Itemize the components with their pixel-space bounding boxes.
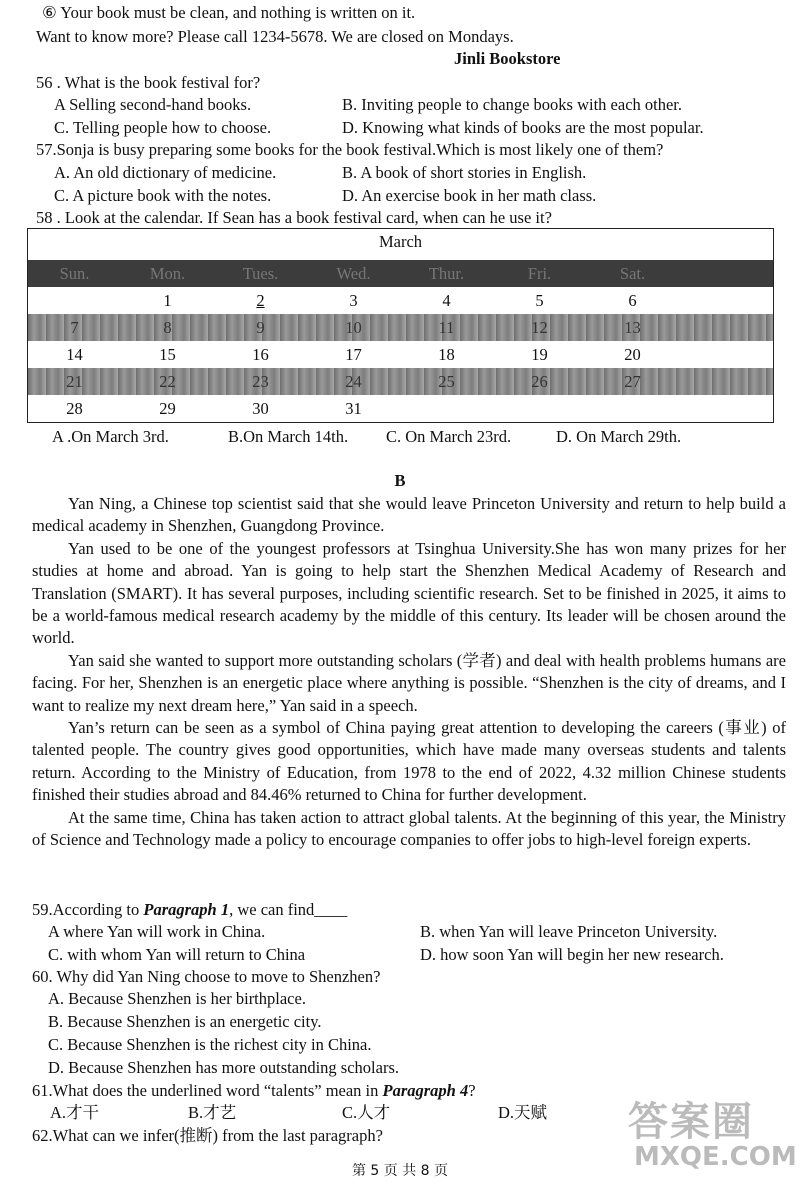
march-calendar xyxy=(27,228,774,423)
date-cell: 30 xyxy=(252,399,269,418)
weekday-cell: Thur. xyxy=(428,264,465,283)
q61-option-b: B.才艺 xyxy=(188,1103,237,1122)
date-cell: 18 xyxy=(438,345,455,364)
weekday-cell: Wed. xyxy=(336,264,371,283)
contact-line: Want to know more? Please call 1234-5678. We are closed on Mondays. xyxy=(36,27,514,46)
date-cell: 24 xyxy=(345,372,362,391)
calendar-week-row xyxy=(28,368,773,395)
date-cell: 31 xyxy=(345,399,362,418)
date-cell: 6 xyxy=(628,291,637,310)
q59-option-c: C. with whom Yan will return to China xyxy=(48,945,306,964)
watermark-logo-text: 答案圈 xyxy=(628,1099,754,1145)
q58-stem: 58 . Look at the calendar. If Sean has a book festival card, when can he use it? xyxy=(36,208,552,227)
q58-option-b: B.On March 14th. xyxy=(228,427,349,446)
q57-option-a: A. An old dictionary of medicine. xyxy=(54,163,277,182)
weekday-cell: Sat. xyxy=(619,264,646,283)
date-cell: 9 xyxy=(256,318,265,337)
q58-option-c: C. On March 23rd. xyxy=(386,427,512,446)
q57-option-d: D. An exercise book in her math class. xyxy=(342,186,597,205)
q61-option-d: D.天赋 xyxy=(498,1103,548,1122)
q62-stem: 62.What can we infer(推断) from the last paragraph? xyxy=(32,1126,383,1145)
q59-stem xyxy=(32,899,347,921)
date-cell: 28 xyxy=(66,399,83,418)
q60-stem: 60. Why did Yan Ning choose to move to Shenzhen? xyxy=(32,967,381,986)
q60-option-b: B. Because Shenzhen is an energetic city. xyxy=(48,1012,322,1031)
calendar-week-row xyxy=(28,314,773,341)
q61-stem xyxy=(32,1080,476,1102)
calendar-title: March xyxy=(378,232,423,251)
date-cell: 26 xyxy=(531,372,548,391)
date-cell: 27 xyxy=(624,372,641,391)
passage-b-paragraph-5: At the same time, China has taken action to attract global talents. At the beginning of this year, the Ministry of Science and Technology made a policy to encourage companies to offer jobs to high-level foreign experts. xyxy=(32,807,786,850)
q58-option-d: D. On March 29th. xyxy=(556,427,682,446)
date-cell: 21 xyxy=(66,372,83,391)
date-cell: 2 xyxy=(256,291,265,310)
date-cell: 10 xyxy=(345,318,362,337)
q61-stem-end: ? xyxy=(468,1081,476,1100)
q59-stem-start: 59.According to xyxy=(32,900,144,919)
calendar-week-row xyxy=(28,287,773,314)
date-cell xyxy=(400,395,493,422)
date-cell: 3 xyxy=(349,291,358,310)
q61-stem-paragraph-ref: Paragraph 4 xyxy=(382,1081,469,1100)
date-cell: 29 xyxy=(159,399,176,418)
weekday-cell: Fri. xyxy=(527,264,552,283)
passage-b-paragraph-3: Yan said she wanted to support more outstanding scholars (学者) and deal with health problems humans are facing. For her, Shenzhen is an energetic place where anything is possible. “Shenzhen is the city of dreams, and I want to realize my next dream here,” Yan said in a speech. xyxy=(32,650,786,715)
passage-b-heading: B xyxy=(394,471,406,490)
q59-option-a: A where Yan will work in China. xyxy=(48,922,266,941)
passage-b-body xyxy=(32,493,786,852)
calendar-week-row xyxy=(28,341,773,368)
q59-stem-paragraph-ref: Paragraph 1 xyxy=(143,900,230,919)
q56-stem: 56 . What is the book festival for? xyxy=(36,73,261,92)
q56-option-a: A Selling second-hand books. xyxy=(54,95,252,114)
date-cell: 14 xyxy=(66,345,83,364)
bookstore-signature: Jinli Bookstore xyxy=(454,49,561,68)
date-cell: 22 xyxy=(159,372,176,391)
date-cell xyxy=(586,395,679,422)
weekday-cell: Sun. xyxy=(59,264,90,283)
q60-option-d: D. Because Shenzhen has more outstanding scholars. xyxy=(48,1058,399,1077)
q60-option-a: A. Because Shenzhen is her birthplace. xyxy=(48,989,306,1008)
date-cell: 20 xyxy=(624,345,641,364)
q56-option-c: C. Telling people how to choose. xyxy=(54,118,272,137)
q56-option-d: D. Knowing what kinds of books are the most popular. xyxy=(342,118,704,137)
date-cell: 15 xyxy=(159,345,176,364)
q58-option-a: A .On March 3rd. xyxy=(52,427,169,446)
date-cell: 7 xyxy=(70,318,79,337)
q59-option-b: B. when Yan will leave Princeton University. xyxy=(420,922,718,941)
passage-b-paragraph-2: Yan used to be one of the youngest professors at Tsinghua University.She has won many prizes for her studies at home and abroad. Yan is going to help start the Shenzhen Medical Academy of Research and Translation (SMART). It has several purposes, including scientific research. Set to be finished in 2025, it aims to be a world-famous medical research academy by the middle of this century. Its leader will be chosen around the world. xyxy=(32,538,786,648)
date-cell: 17 xyxy=(345,345,362,364)
date-cell: 12 xyxy=(531,318,548,337)
weekday-cell: Tues. xyxy=(242,264,279,283)
page-number-footer: 第 5 页 共 8 页 xyxy=(351,1163,449,1179)
q61-stem-start: 61.What does the underlined word “talents” mean in xyxy=(32,1081,383,1100)
q61-option-a: A.才干 xyxy=(50,1103,100,1122)
q59-stem-end: , we can find____ xyxy=(229,900,348,919)
date-cell xyxy=(493,395,586,422)
date-cell: 23 xyxy=(252,372,269,391)
date-cell: 1 xyxy=(163,291,172,310)
calendar-week-row xyxy=(28,395,773,422)
watermark-url: MXQE.COM xyxy=(634,1142,797,1172)
q61-option-c: C.人才 xyxy=(342,1103,391,1122)
watermark xyxy=(622,1090,797,1180)
date-cell: 8 xyxy=(163,318,172,337)
q59-option-d: D. how soon Yan will begin her new research. xyxy=(420,945,724,964)
date-cell: 19 xyxy=(531,345,548,364)
q56-option-b: B. Inviting people to change books with each other. xyxy=(342,95,683,114)
rule-item-6: ⑥ Your book must be clean, and nothing is written on it. xyxy=(42,3,416,22)
date-cell: 11 xyxy=(438,318,455,337)
weekday-cell: Mon. xyxy=(149,264,186,283)
q57-option-c: C. A picture book with the notes. xyxy=(54,186,272,205)
date-cell xyxy=(28,287,121,314)
date-cell: 25 xyxy=(438,372,455,391)
q57-option-b: B. A book of short stories in English. xyxy=(342,163,587,182)
date-cell: 4 xyxy=(442,291,451,310)
date-cell: 16 xyxy=(252,345,269,364)
q60-option-c: C. Because Shenzhen is the richest city in China. xyxy=(48,1035,372,1054)
date-cell: 13 xyxy=(624,318,641,337)
passage-b-paragraph-4: Yan’s return can be seen as a symbol of China paying great attention to developing the careers (事业) of talented people. The country gives good opportunities, which have made many overseas students and talents return. According to the Ministry of Education, from 1978 to the end of 2022, 4.32 million Chinese students finished their studies abroad and 84.46% returned to China for further development. xyxy=(32,718,786,805)
passage-b-paragraph-1: Yan Ning, a Chinese top scientist said that she would leave Princeton University and return to help build a medical academy in Shenzhen, Guangdong Province. xyxy=(32,494,786,536)
q57-stem: 57.Sonja is busy preparing some books for the book festival.Which is most likely one of them? xyxy=(36,140,664,159)
date-cell: 5 xyxy=(535,291,544,310)
calendar-weekday-row xyxy=(28,260,773,287)
